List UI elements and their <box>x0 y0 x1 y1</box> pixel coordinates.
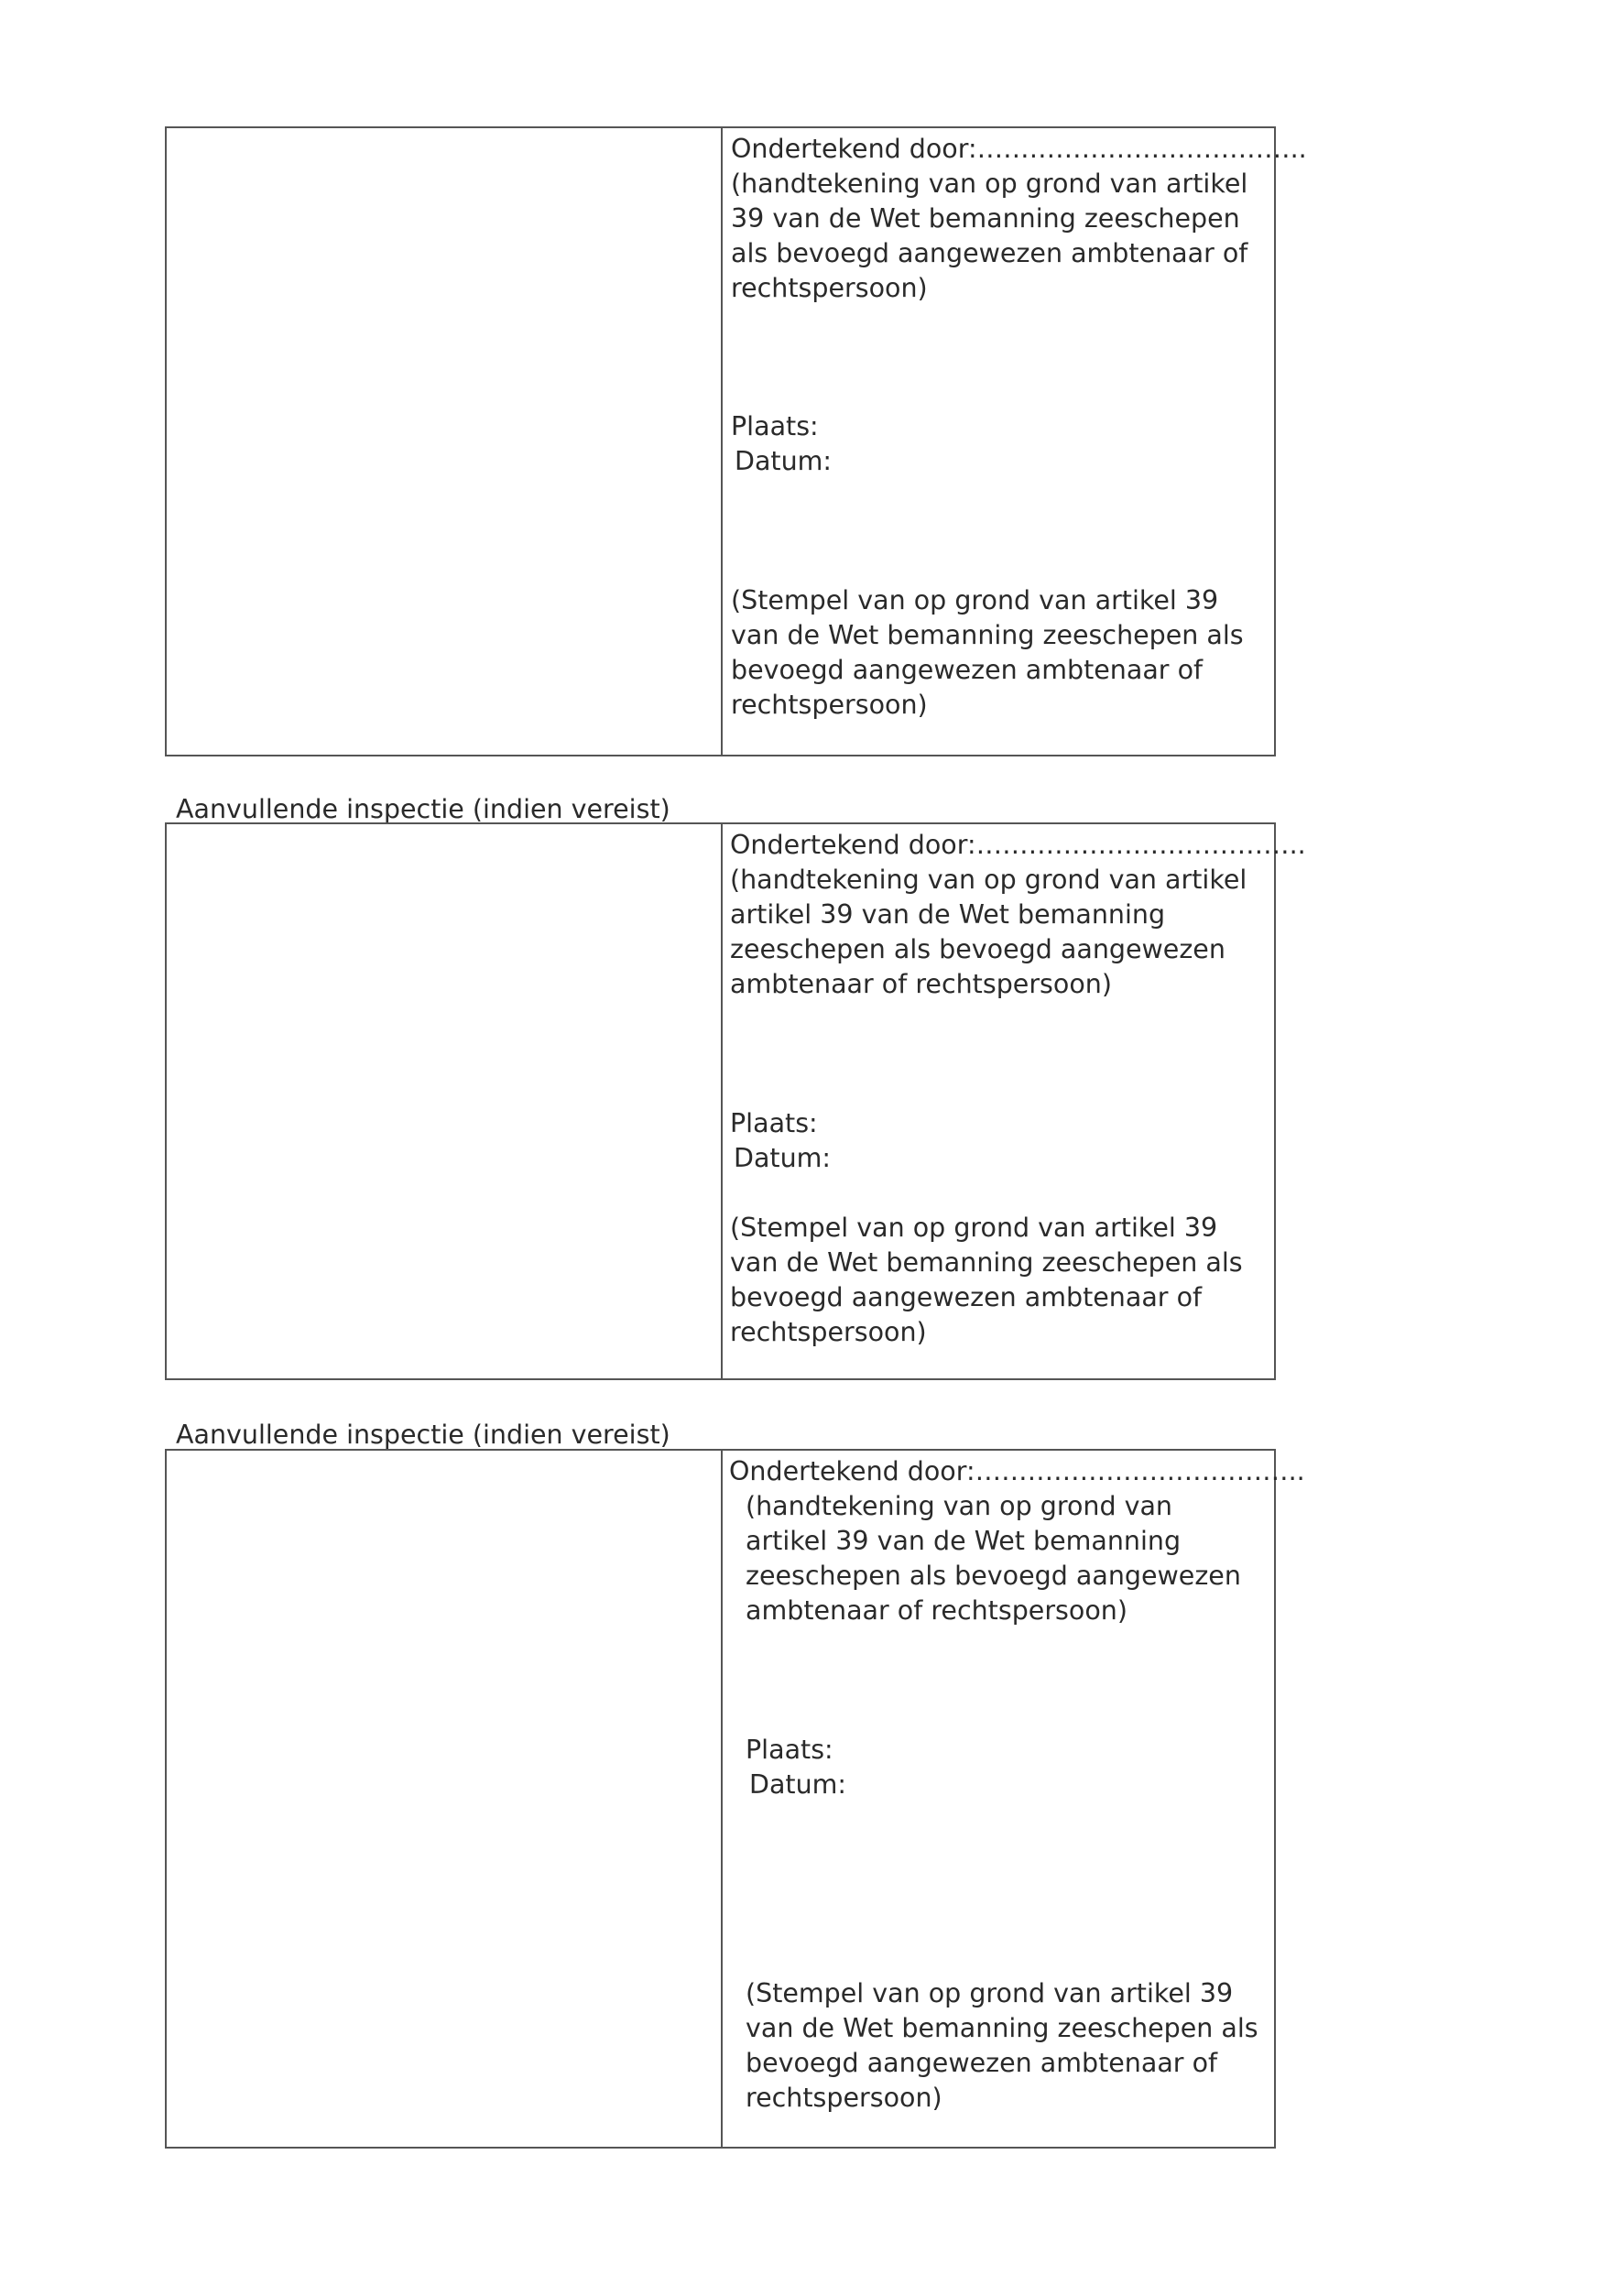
inspection-details-cell-1 <box>167 128 723 755</box>
section-heading-3: Aanvullende inspectie (indien vereist) <box>176 1420 670 1450</box>
signed-by-line: Ondertekend door:……………………………….. <box>731 134 1307 164</box>
signature-cell-2 <box>724 824 1306 1378</box>
inspection-table-3 <box>165 1449 1305 2149</box>
section-heading-2: Aanvullende inspectie (indien vereist) <box>176 794 670 824</box>
signature-cell-1 <box>724 128 1307 755</box>
inspection-details-cell-2 <box>167 824 723 1378</box>
signature-note-line: zeeschepen als bevoegd aangewezen <box>730 934 1225 964</box>
signature-note-line: ambtenaar of rechtspersoon) <box>730 969 1112 999</box>
inspection-table-2 <box>165 822 1306 1380</box>
stamp-note-line: (Stempel van op grond van artikel 39 <box>746 1978 1234 2008</box>
signature-note-line: zeeschepen als bevoegd aangewezen <box>746 1561 1241 1591</box>
stamp-note-line: bevoegd aangewezen ambtenaar of <box>746 2048 1218 2078</box>
place-label: Plaats: <box>731 411 819 441</box>
stamp-note-line: bevoegd aangewezen ambtenaar of <box>730 1282 1203 1312</box>
inspection-details-cell-3 <box>167 1451 723 2147</box>
signature-note-line: artikel 39 van de Wet bemanning <box>730 899 1166 930</box>
signature-note-line: (handtekening van op grond van <box>746 1491 1172 1521</box>
stamp-note-line: rechtspersoon) <box>730 1317 927 1347</box>
stamp-note-line: (Stempel van op grond van artikel 39 <box>730 1213 1218 1243</box>
stamp-note-line: van de Wet bemanning zeeschepen als <box>730 1247 1243 1278</box>
stamp-note-line: van de Wet bemanning zeeschepen als <box>746 2013 1258 2043</box>
date-label: Datum: <box>734 1143 832 1173</box>
stamp-note-line: rechtspersoon) <box>746 2083 942 2113</box>
signature-note-line: 39 van de Wet bemanning zeeschepen <box>731 203 1240 234</box>
signature-note-line: (handtekening van op grond van artikel <box>730 865 1247 895</box>
stamp-note-line: bevoegd aangewezen ambtenaar of <box>731 655 1204 685</box>
place-label: Plaats: <box>730 1108 818 1138</box>
stamp-note-line: (Stempel van op grond van artikel 39 <box>731 585 1219 615</box>
signature-note-line: ambtenaar of rechtspersoon) <box>746 1595 1127 1626</box>
signed-by-line: Ondertekend door:……………………………….. <box>730 830 1306 860</box>
stamp-note-line: van de Wet bemanning zeeschepen als <box>731 620 1244 650</box>
place-label: Plaats: <box>746 1735 833 1765</box>
date-label: Datum: <box>735 446 833 476</box>
stamp-note-line: rechtspersoon) <box>731 690 928 720</box>
signature-note-line: rechtspersoon) <box>731 273 928 303</box>
inspection-table-1 <box>165 126 1307 756</box>
signature-note-line: als bevoegd aangewezen ambtenaar of <box>731 238 1248 268</box>
signature-cell-3 <box>724 1451 1305 2147</box>
signed-by-line: Ondertekend door:……………………………….. <box>729 1456 1305 1486</box>
signature-note-line: (handtekening van op grond van artikel <box>731 169 1248 199</box>
signature-note-line: artikel 39 van de Wet bemanning <box>746 1526 1182 1556</box>
date-label: Datum: <box>749 1769 847 1800</box>
